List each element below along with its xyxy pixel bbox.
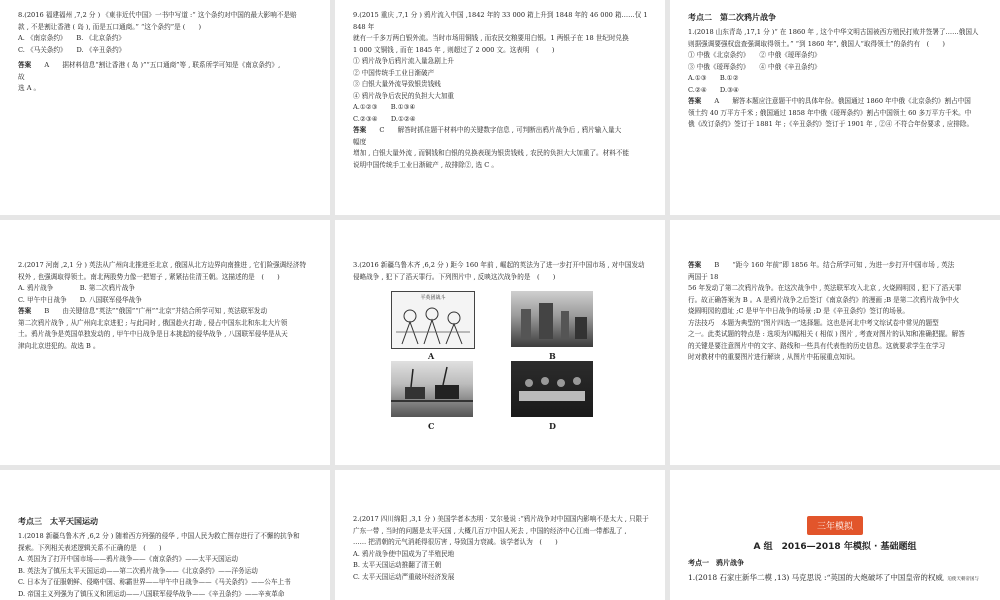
question-1-line: 探索。下列相关表述逻辑关系不正确的是 ( ): [18, 543, 162, 552]
question-3-line: 3.(2016 新疆乌鲁木齐 ,6,2 分 ) 距今 160 年前 , 崛起的英法为了进一步打开中国市场 , 对中国发动: [353, 261, 645, 269]
page-2: [335, 0, 665, 215]
option-row: A. 英国为了打开中国市场——鸦片战争——《南京条约》——太平天国运动: [18, 555, 238, 563]
statement: ③ 白银大量外流导致银贵钱贱: [353, 80, 441, 88]
figure-a-caption: 平英团战斗: [420, 295, 446, 301]
method-tip: 的关键是要注意图片中的文字、路线和一些具有代表性的历史信息。这就要求学生在学习: [688, 341, 946, 350]
answer-text: 说明中国传统手工业日渐破产 , 故排除②, 选 C 。: [353, 160, 498, 169]
figure-a-cartoon: [391, 291, 475, 349]
question-2-line: 2.(2017 河南 ,2,1 分 ) 英法从广州向北推进至北京 , 俄国从北方边界向南推进 , 它们险强调经济特: [18, 261, 307, 269]
option-row: C. 《马关条约》 D. 《辛丑条约》: [18, 45, 126, 54]
method-tip: 方法技巧 本题为典型的“图片四选一”选择题。这也是河北中考文综试卷中常见的题型: [688, 318, 939, 327]
option-row: A. 鸦片战争 B. 第二次鸦片战争: [18, 284, 135, 292]
answer-text: A 解答本题应注意题干中的具体年份。俄国通过 1860 年中俄《北京条约》割占中国: [714, 97, 971, 105]
question-2-line: …… 把清朝的元气消耗得很厉害 , 导致国力衰减。该学者认为 ( ): [353, 538, 558, 546]
statement: ① 中俄《北京条约》 ② 中俄《瑷珲条约》: [688, 51, 821, 59]
answer-text: 烧圆明园的遗址 ;C 是甲午中日战争的场景 ;D 是《辛丑条约》签订的场景。: [688, 307, 909, 315]
figure-c-label: C: [428, 421, 435, 431]
figure-b-label: B: [549, 351, 556, 361]
answer-line: [688, 96, 982, 108]
figure-c-battle: [391, 361, 473, 417]
option-row: A. 鸦片战争使中国成为了半殖民地: [353, 549, 455, 558]
signing-drawing: [511, 361, 593, 417]
answer-text: B “距今 160 年前”即 1856 年。结合所学可知 , 为进一步打开中国市场 , 英法: [714, 261, 955, 269]
answer-text: 第二次鸦片战争 , 从广州向北京进犯 ; 与此同时 , 俄国趁火打劫 , 侵占中国东北和东北大片领: [18, 318, 288, 327]
option-row: C. 太平天国运动严重破坏经济发展: [353, 572, 455, 581]
section-title: 考点三 太平天国运动: [18, 517, 98, 526]
statement: ③ 中俄《瑷珲条约》 ④ 中俄《辛丑条约》: [688, 62, 821, 71]
answer-text: 增加 , 白银大量外流 , 而铜钱和白银的兑换表现为银贵钱贱 , 农民的负担大大加重了。材料不能: [353, 149, 630, 157]
cartoon-drawing: [392, 292, 474, 348]
answer-text: 故: [18, 72, 25, 81]
answer-label: 答案: [353, 126, 367, 134]
section-title: 考点二 第二次鸦片战争: [688, 13, 776, 22]
answer-label: 答案: [18, 61, 32, 69]
statement: ① 鸦片战争后鸦片流入量急剧上升: [353, 57, 455, 65]
answer-text: A 据材料信息“割让香港 ( 岛 )”“五口通商”等 , 联系所学可知是《南京条约》,: [44, 61, 281, 69]
question-2-line: 广东一带 , 当时的问题是太平天国 , 大概几百万中国人死去 , 中国的经济中心江南一带都乱了 ,: [353, 526, 627, 535]
answer-label: 答案: [688, 261, 702, 269]
answer-label: 答案: [688, 97, 702, 105]
answer-line: [18, 60, 312, 72]
section-title: 考点一 鸦片战争: [688, 559, 744, 567]
page-6: [670, 220, 1000, 465]
question-8-line: 款 , 不是割让香港 ( 岛 ), 而是五口通商。” “这个条约”是 ( ): [18, 22, 202, 31]
question-1-line: 则据强调要强权盘查强调取得领土。” “到 1860 年”, 俄国人“取得领土”的条约有 ( ): [688, 39, 945, 48]
ruins-drawing: [511, 291, 593, 347]
question-2-line: 2.(2017 四川绵阳 ,3,1 分 ) 美国学者本杰明 · 艾尔曼说 :“鸦片战争对中国国内影响不是太大 , 只限于: [353, 515, 649, 523]
option-row: C. 日本为了征服朝鲜、侵略中国、称霸世界——甲午中日战争——《马关条约》——公车上书: [18, 578, 291, 586]
question-9-line: 9.(2015 重庆 ,7,1 分 ) 鸦片流入中国 ,1842 年的 33 000 箱上升到 1848 年的 46 000 箱……仅 1: [353, 11, 648, 19]
figure-a-label: A: [428, 351, 435, 361]
figure-d-label: D: [549, 421, 556, 431]
answer-label: 答案: [18, 307, 32, 315]
page-9: [670, 470, 1000, 600]
page-8: [335, 470, 665, 600]
answer-text: 俄《改订条约》签订于 1881 年 ;《辛丑条约》签订于 1901 年 , ②④ 不符合年份要求 , 应排除。: [688, 120, 974, 128]
group-title: A 组 2016—2018 年模拟 · 基础题组: [753, 542, 917, 552]
answer-line: [18, 306, 312, 318]
question-3-line: 侵略战争 , 犯下了滔天罪行。下列图片中 , 反映这次战争的是 ( ): [353, 272, 556, 281]
option-row: B. 太平天国运动推翻了清王朝: [353, 561, 442, 569]
statement: ② 中国传统手工业日渐破产: [353, 68, 435, 77]
answer-text: 幅度: [353, 137, 367, 146]
answer-line: [353, 125, 647, 137]
option-row: A.①③ B.①②: [688, 74, 739, 82]
answer-text: 两国于 18: [688, 272, 719, 281]
battle-drawing: [391, 361, 473, 417]
answer-text: 56 年发动了第二次鸦片战争。在这次战争中 , 英法联军攻入北京 , 火烧圆明园 , 犯下了滔天罪: [688, 284, 962, 292]
banner-wrap: [688, 514, 982, 535]
question-8-line: 8.(2016 福建福州 ,7,2 分 ) 《東非近代中国》一书中写道 :“ 这个条约对中国的最大影响不是赔: [18, 11, 297, 19]
page-1: [0, 0, 330, 215]
figure-b-ruins: [511, 291, 593, 347]
option-row: C.②④ D.③④: [688, 85, 739, 94]
answer-text: 选 A 。: [18, 84, 41, 92]
option-row: B. 英法为了镇压太平天国运动——第二次鸦片战争——《北京条约》——洋务运动: [18, 566, 258, 575]
answer-text: 津向北京进犯的。故选 B 。: [18, 341, 100, 350]
statement: ④ 鸦片战争后农民的负担大大加重: [353, 91, 455, 100]
option-row: D. 帝国主义列强为了镇压义和团运动——八国联军侵华战争——《辛丑条约》——辛亥革命: [18, 589, 285, 598]
question-1-line: [688, 572, 982, 586]
answer-text: 土。鸦片战争是英国单独发动的 , 甲午中日战争是日本挑起的侵华战争 , 八国联军侵华是从天: [18, 330, 288, 338]
answer-text: 行。故正确答案为 B 。A 是鸦片战争之后签订《南京条约》的漫画 ;B 是第二次鸦片战争中火: [688, 295, 960, 304]
page-3: [670, 0, 1000, 215]
answer-text: C 解答时抓住题干材料中的关键数字信息 , 可判断出鸦片战争后 , 鸦片输入量大: [379, 126, 622, 134]
question-1-line: 1.(2018 山东青岛 ,17,1 分 )“ 在 1860 年 , 这个中华文明古国被西方殖民打败并签署了……俄国人: [688, 28, 979, 36]
question-1-line: 1.(2018 新疆乌鲁木齐 ,6,2 分 ) 随着西方列强的侵华 , 中国人民为救亡图存进行了不懈的抗争和: [18, 532, 300, 540]
question-1-text: 1.(2018 石家庄新华二模 ,13) 马克思说 :“英国的大炮破坏了中国皇帝的权威: [688, 573, 943, 582]
page-4: [0, 220, 330, 465]
method-tip: 时对教材中的重要图片进行解读 , 从图片中拓展重点知识。: [688, 353, 860, 361]
answer-text: B 由关键信息“英法”“俄国”“广州”“北京”并结合所学可知 , 英法联军发动: [44, 307, 268, 315]
option-row: C. 甲午中日战争 D. 八国联军侵华战争: [18, 295, 142, 304]
question-1-continued: ，迫使天朝帝国与: [942, 577, 979, 582]
method-tip: 之一。此类试题的特点是 : 选项为四幅相关 ( 相似 ) 图片 , 考查对图片的认知和准确把握。解答: [688, 330, 965, 338]
option-row: C.②③④ D.①②④: [353, 114, 416, 123]
three-year-mock-banner: 三年模拟: [807, 516, 863, 535]
page-7: [0, 470, 330, 600]
option-row: A. 《南京条约》 B. 《北京条约》: [18, 34, 126, 42]
question-9-line: 848 年: [353, 22, 375, 31]
question-9-line: 1 000 文铜钱 , 而在 1845 年 , 则超过了 2 000 文。这表明 ( ): [353, 45, 555, 54]
page-5: [335, 220, 665, 465]
answer-text: 领土约 40 万平方千米 ; 俄国通过 1858 年中俄《瑷珲条约》割占中国领土 60 多万平方千米。中: [688, 108, 972, 117]
question-9-line: 就有一千多万两白银外流。当时市场用铜钱 , 而农民交粮要用白银。1 两银子在 18 世纪时兑换: [353, 34, 629, 42]
figure-grid: [353, 287, 647, 431]
question-2-line: 权外 , 也强调取得领土。南北两股势力像一把钳子 , 紧紧拈住清王朝。这描述的是 ( ): [18, 272, 280, 281]
answer-line: [688, 260, 982, 272]
figure-d-signing: [511, 361, 593, 417]
option-row: A.①②③ B.①③④: [353, 103, 416, 111]
